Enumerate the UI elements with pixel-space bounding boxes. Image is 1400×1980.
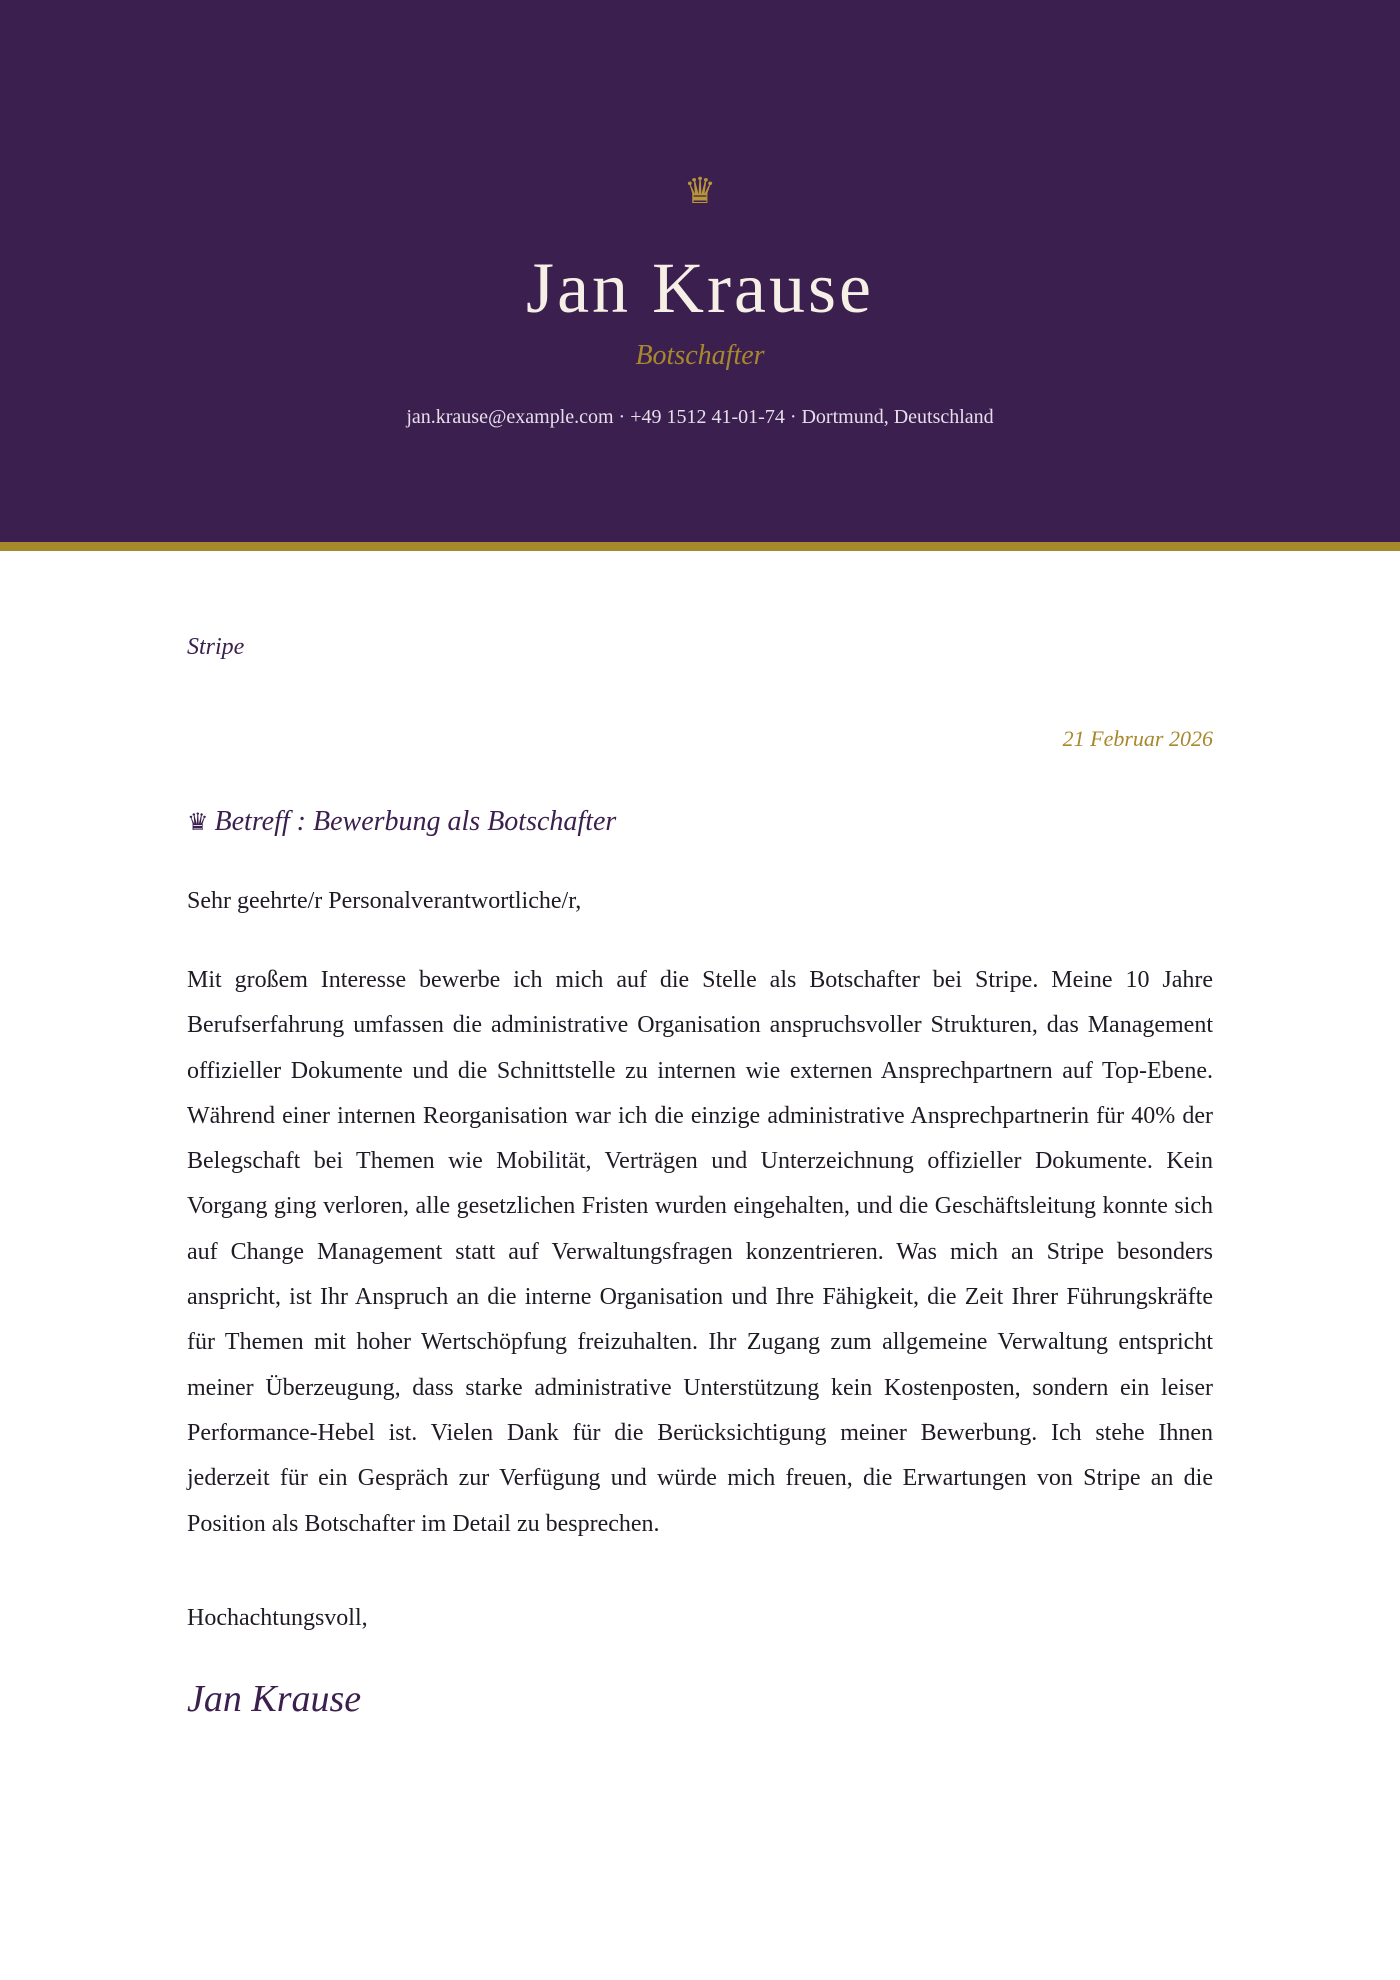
crown-icon: ♛ <box>187 808 209 836</box>
salutation: Sehr geehrte/r Personalverantwortliche/r, <box>187 888 582 914</box>
letter-body <box>187 630 1213 1723</box>
closing: Hochachtungsvoll, <box>187 1604 368 1631</box>
subject-text: Betreff : Bewerbung als Botschafter <box>214 806 617 837</box>
body-paragraph: Mit großem Interesse bewerbe ich mich auf die Stelle als Botschafter bei Stripe. Meine 10 Jahre Berufserfahrung umfassen die administrative Organisation anspruchsvoller Strukturen, das Management offizieller Dokumente und die Schnittstelle zu internen wie externen Ansprechpartnern auf Top-Ebene. Während einer internen Reorganisation war ich die einzige administrative Ansprechpartnerin für 40% der Belegschaft bei Themen wie Mobilität, Verträgen und Unterzeichnung offizieller Dokumente. Kein Vorgang ging verloren, alle gesetzlichen Fristen wurden eingehalten, und die Geschäftsleitung konnte sich auf Change Management statt auf Verwaltungsfragen konzentrieren. Was mich an Stripe besonders anspricht, ist Ihr Anspruch an die interne Organisation und Ihre Fähigkeit, die Zeit Ihrer Führungskräfte für Themen mit hoher Wertschöpfung freizuhalten. Ihr Zugang zum allgemeine Verwaltung entspricht meiner Überzeugung, dass starke administrative Unterstützung kein Kostenposten, sondern ein leiser Performance-Hebel ist. Vielen Dank für die Berücksichtigung meiner Bewerbung. Ich stehe Ihnen jederzeit für ein Gespräch zur Verfügung und würde mich freuen, die Erwartungen von Stripe an die Position als Botschafter im Detail zu besprechen. <box>187 967 1213 1537</box>
letter-date: 21 Februar 2026 <box>1062 726 1213 751</box>
sender-role: Botschafter <box>635 340 765 371</box>
signature: Jan Krause <box>187 1677 362 1720</box>
recipient-company: Stripe <box>187 634 245 660</box>
header-divider <box>0 542 1400 551</box>
letterhead <box>0 0 1400 542</box>
crown-icon: ♛ <box>683 171 717 212</box>
sender-name: Jan Krause <box>526 248 874 328</box>
contact-line: jan.krause@example.com · +49 1512 41-01-74 · Dortmund, Deutschland <box>406 406 994 428</box>
subject-line <box>187 802 1213 842</box>
